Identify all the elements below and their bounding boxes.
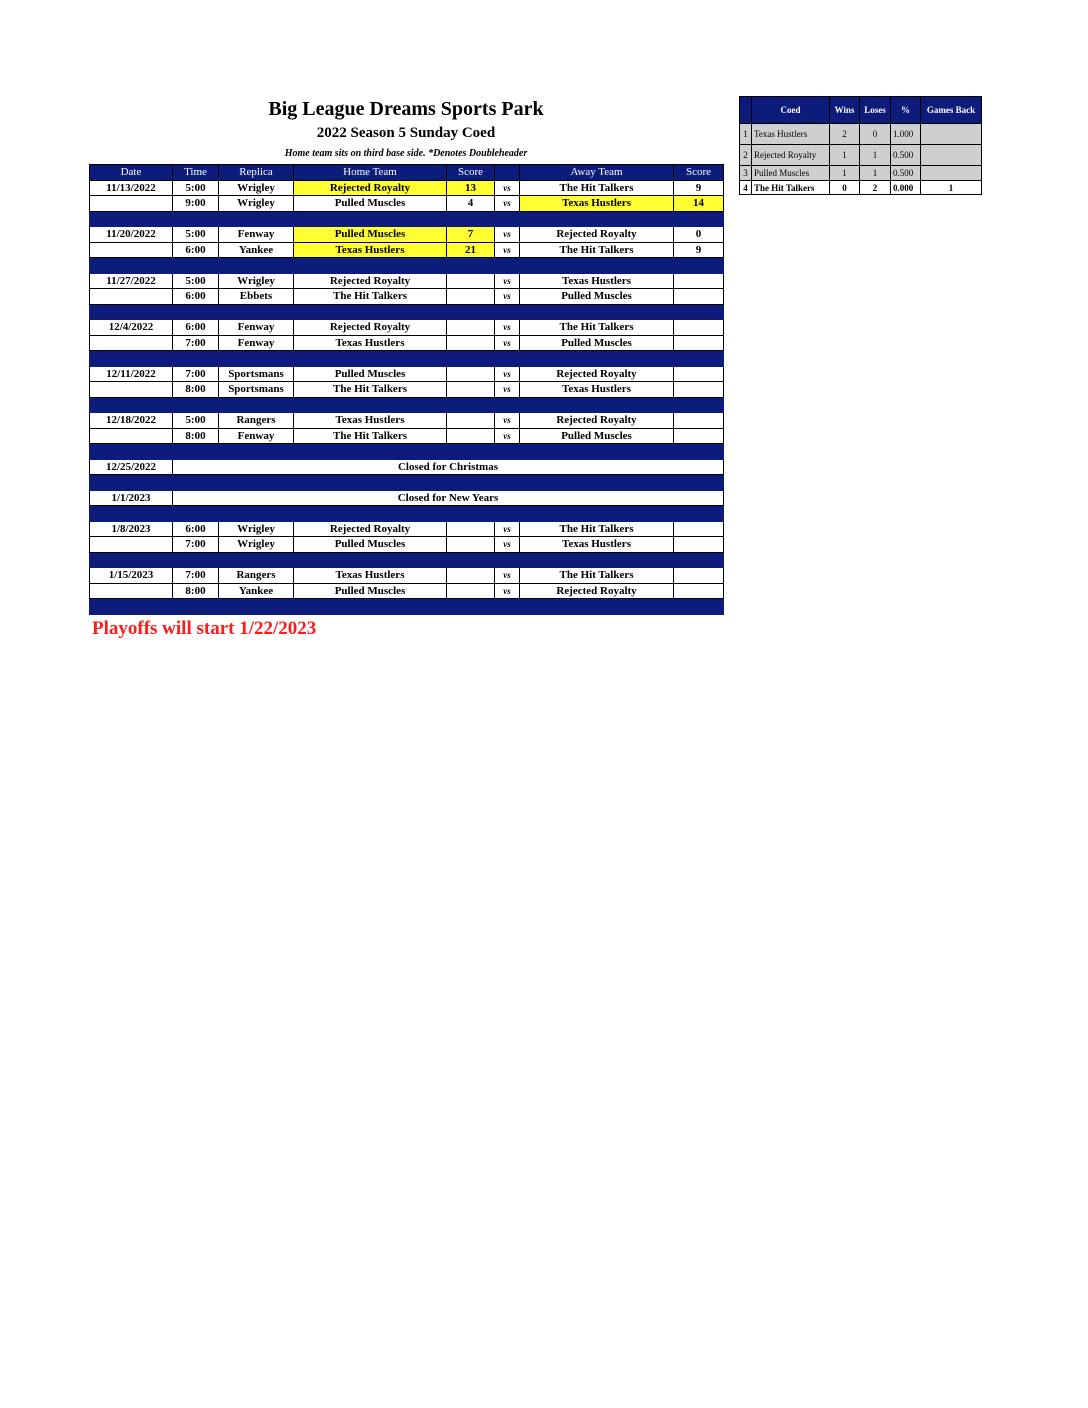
away-team-cell: The Hit Talkers xyxy=(520,568,674,584)
time-cell: 5:00 xyxy=(173,273,219,289)
date-cell xyxy=(90,289,173,305)
game-row xyxy=(90,382,724,398)
date-cell: 1/1/2023 xyxy=(90,490,173,506)
separator-cell xyxy=(90,258,173,274)
separator-row xyxy=(90,304,724,320)
vs-cell: vs xyxy=(495,227,520,243)
game-row xyxy=(90,521,724,537)
standings-rank: 3 xyxy=(740,166,752,181)
standings-team: Pulled Muscles xyxy=(752,166,830,181)
separator-cell xyxy=(520,599,674,615)
vs-cell: vs xyxy=(495,583,520,599)
game-row xyxy=(90,428,724,444)
date-cell: 12/18/2022 xyxy=(90,413,173,429)
separator-cell xyxy=(495,599,520,615)
col-header-away-team: Away Team xyxy=(520,165,674,181)
game-row xyxy=(90,568,724,584)
time-cell: 8:00 xyxy=(173,583,219,599)
separator-cell xyxy=(495,211,520,227)
date-cell: 12/11/2022 xyxy=(90,366,173,382)
home-team-cell: Texas Hustlers xyxy=(294,413,447,429)
home-score-cell xyxy=(447,335,495,351)
away-score-cell xyxy=(674,320,724,336)
separator-cell xyxy=(90,444,173,460)
vs-cell: vs xyxy=(495,273,520,289)
separator-cell xyxy=(294,599,447,615)
away-score-cell: 9 xyxy=(674,242,724,258)
standings-team: Rejected Royalty xyxy=(752,145,830,166)
separator-cell xyxy=(294,475,447,491)
separator-cell xyxy=(219,211,294,227)
home-team-cell: Pulled Muscles xyxy=(294,583,447,599)
separator-cell xyxy=(173,444,219,460)
season-subtitle: 2022 Season 5 Sunday Coed xyxy=(316,125,496,141)
standings-row xyxy=(740,181,982,195)
standings-loses: 1 xyxy=(860,145,891,166)
separator-cell xyxy=(219,444,294,460)
replica-cell: Ebbets xyxy=(219,289,294,305)
replica-cell: Fenway xyxy=(219,320,294,336)
away-score-cell xyxy=(674,335,724,351)
separator-row xyxy=(90,444,724,460)
home-score-cell xyxy=(447,382,495,398)
away-score-cell xyxy=(674,273,724,289)
vs-cell: vs xyxy=(495,413,520,429)
standings-row xyxy=(740,124,982,145)
game-row xyxy=(90,196,724,212)
vs-cell: vs xyxy=(495,335,520,351)
time-cell: 7:00 xyxy=(173,335,219,351)
separator-cell xyxy=(90,304,173,320)
game-row xyxy=(90,537,724,553)
closed-notice: Closed for Christmas xyxy=(173,459,724,475)
separator-cell xyxy=(520,351,674,367)
standings-wins: 1 xyxy=(830,145,860,166)
separator-cell xyxy=(219,351,294,367)
game-row xyxy=(90,583,724,599)
home-score-cell xyxy=(447,583,495,599)
away-team-cell: Texas Hustlers xyxy=(520,273,674,289)
away-score-cell xyxy=(674,413,724,429)
date-cell xyxy=(90,583,173,599)
standings-games-back xyxy=(921,124,982,145)
home-score-cell: 7 xyxy=(447,227,495,243)
separator-cell xyxy=(674,304,724,320)
separator-cell xyxy=(173,506,219,522)
separator-cell xyxy=(520,211,674,227)
time-cell: 7:00 xyxy=(173,366,219,382)
col-header-time: Time xyxy=(173,165,219,181)
away-score-cell xyxy=(674,382,724,398)
home-score-cell: 4 xyxy=(447,196,495,212)
standings-team: The Hit Talkers xyxy=(752,181,830,195)
separator-cell xyxy=(520,258,674,274)
separator-cell xyxy=(447,599,495,615)
home-team-cell: Rejected Royalty xyxy=(294,180,447,196)
home-team-cell: Pulled Muscles xyxy=(294,537,447,553)
game-row xyxy=(90,335,724,351)
date-cell: 12/4/2022 xyxy=(90,320,173,336)
home-team-cell: Rejected Royalty xyxy=(294,320,447,336)
date-cell xyxy=(90,196,173,212)
separator-cell xyxy=(294,304,447,320)
separator-cell xyxy=(674,258,724,274)
vs-cell: vs xyxy=(495,196,520,212)
separator-cell xyxy=(173,258,219,274)
away-team-cell: The Hit Talkers xyxy=(520,521,674,537)
away-team-cell: Texas Hustlers xyxy=(520,196,674,212)
standings-loses: 1 xyxy=(860,166,891,181)
home-team-cell: Rejected Royalty xyxy=(294,521,447,537)
separator-cell xyxy=(447,475,495,491)
separator-cell xyxy=(495,351,520,367)
replica-cell: Rangers xyxy=(219,568,294,584)
home-score-cell xyxy=(447,521,495,537)
replica-cell: Wrigley xyxy=(219,273,294,289)
standings-row xyxy=(740,145,982,166)
home-team-cell: Texas Hustlers xyxy=(294,335,447,351)
col-header-home-score: Score xyxy=(447,165,495,181)
separator-cell xyxy=(520,444,674,460)
separator-cell xyxy=(520,506,674,522)
vs-cell: vs xyxy=(495,289,520,305)
separator-cell xyxy=(90,211,173,227)
home-team-cell: Pulled Muscles xyxy=(294,366,447,382)
away-team-cell: Pulled Muscles xyxy=(520,428,674,444)
col-header-away-score: Score xyxy=(674,165,724,181)
separator-cell xyxy=(294,506,447,522)
away-team-cell: Texas Hustlers xyxy=(520,537,674,553)
col-header-date: Date xyxy=(90,165,173,181)
game-row xyxy=(90,320,724,336)
away-score-cell xyxy=(674,428,724,444)
standings-col-loses: Loses xyxy=(860,97,891,124)
separator-row xyxy=(90,506,724,522)
standings-loses: 0 xyxy=(860,124,891,145)
time-cell: 5:00 xyxy=(173,180,219,196)
time-cell: 8:00 xyxy=(173,428,219,444)
separator-cell xyxy=(90,599,173,615)
home-score-cell xyxy=(447,568,495,584)
home-score-cell xyxy=(447,366,495,382)
standings-pct: 0.500 xyxy=(891,145,921,166)
standings-header-row xyxy=(740,97,982,124)
separator-cell xyxy=(447,552,495,568)
separator-cell xyxy=(520,304,674,320)
separator-cell xyxy=(447,304,495,320)
home-team-note: Home team sits on third base side. *Denotes Doubleheader xyxy=(284,148,528,159)
separator-cell xyxy=(173,211,219,227)
vs-cell: vs xyxy=(495,537,520,553)
vs-cell: vs xyxy=(495,382,520,398)
standings-wins: 2 xyxy=(830,124,860,145)
away-score-cell xyxy=(674,568,724,584)
standings-col-wins: Wins xyxy=(830,97,860,124)
away-score-cell: 0 xyxy=(674,227,724,243)
separator-cell xyxy=(447,351,495,367)
home-score-cell xyxy=(447,428,495,444)
home-team-cell: Rejected Royalty xyxy=(294,273,447,289)
time-cell: 7:00 xyxy=(173,537,219,553)
replica-cell: Wrigley xyxy=(219,196,294,212)
standings-wins: 1 xyxy=(830,166,860,181)
time-cell: 9:00 xyxy=(173,196,219,212)
separator-cell xyxy=(219,258,294,274)
away-score-cell xyxy=(674,583,724,599)
game-row xyxy=(90,273,724,289)
time-cell: 6:00 xyxy=(173,242,219,258)
home-team-cell: The Hit Talkers xyxy=(294,382,447,398)
home-team-cell: Pulled Muscles xyxy=(294,196,447,212)
time-cell: 7:00 xyxy=(173,568,219,584)
home-score-cell xyxy=(447,537,495,553)
standings-games-back: 1 xyxy=(921,181,982,195)
separator-cell xyxy=(219,552,294,568)
standings-row xyxy=(740,166,982,181)
date-cell: 1/15/2023 xyxy=(90,568,173,584)
standings-rank: 2 xyxy=(740,145,752,166)
standings-col-rank xyxy=(740,97,752,124)
time-cell: 6:00 xyxy=(173,320,219,336)
standings-games-back xyxy=(921,145,982,166)
vs-cell: vs xyxy=(495,320,520,336)
replica-cell: Wrigley xyxy=(219,537,294,553)
home-score-cell: 21 xyxy=(447,242,495,258)
home-score-cell xyxy=(447,273,495,289)
separator-cell xyxy=(495,304,520,320)
standings-team: Texas Hustlers xyxy=(752,124,830,145)
standings-col-pct: % xyxy=(891,97,921,124)
separator-cell xyxy=(495,475,520,491)
separator-cell xyxy=(447,444,495,460)
replica-cell: Yankee xyxy=(219,583,294,599)
home-team-cell: Texas Hustlers xyxy=(294,242,447,258)
standings-rank: 4 xyxy=(740,181,752,195)
away-score-cell xyxy=(674,537,724,553)
away-score-cell xyxy=(674,366,724,382)
standings-col-coed: Coed xyxy=(752,97,830,124)
separator-cell xyxy=(674,444,724,460)
game-row xyxy=(90,227,724,243)
separator-row xyxy=(90,397,724,413)
replica-cell: Fenway xyxy=(219,428,294,444)
separator-row xyxy=(90,211,724,227)
separator-cell xyxy=(674,351,724,367)
separator-cell xyxy=(173,397,219,413)
closed-row xyxy=(90,459,724,475)
game-row xyxy=(90,180,724,196)
away-team-cell: Texas Hustlers xyxy=(520,382,674,398)
separator-cell xyxy=(447,506,495,522)
separator-cell xyxy=(173,599,219,615)
separator-cell xyxy=(219,304,294,320)
replica-cell: Sportsmans xyxy=(219,382,294,398)
separator-row xyxy=(90,599,724,615)
date-cell xyxy=(90,382,173,398)
away-team-cell: The Hit Talkers xyxy=(520,242,674,258)
separator-cell xyxy=(674,211,724,227)
separator-cell xyxy=(173,475,219,491)
schedule-header-row xyxy=(90,165,724,181)
separator-cell xyxy=(90,552,173,568)
separator-cell xyxy=(447,211,495,227)
date-cell: 11/20/2022 xyxy=(90,227,173,243)
vs-cell: vs xyxy=(495,568,520,584)
separator-cell xyxy=(294,258,447,274)
separator-cell xyxy=(294,211,447,227)
separator-cell xyxy=(520,397,674,413)
separator-cell xyxy=(495,506,520,522)
away-team-cell: Rejected Royalty xyxy=(520,366,674,382)
away-team-cell: Pulled Muscles xyxy=(520,289,674,305)
closed-row xyxy=(90,490,724,506)
separator-cell xyxy=(495,397,520,413)
date-cell xyxy=(90,428,173,444)
separator-cell xyxy=(294,552,447,568)
away-score-cell xyxy=(674,289,724,305)
separator-cell xyxy=(674,506,724,522)
separator-cell xyxy=(520,552,674,568)
home-score-cell: 13 xyxy=(447,180,495,196)
playoffs-notice: Playoffs will start 1/22/2023 xyxy=(92,618,317,639)
standings-col-games-back: Games Back xyxy=(921,97,982,124)
time-cell: 5:00 xyxy=(173,227,219,243)
col-header-replica: Replica xyxy=(219,165,294,181)
separator-cell xyxy=(674,397,724,413)
separator-row xyxy=(90,475,724,491)
separator-cell xyxy=(674,475,724,491)
separator-cell xyxy=(219,506,294,522)
vs-cell: vs xyxy=(495,242,520,258)
date-cell: 1/8/2023 xyxy=(90,521,173,537)
vs-cell: vs xyxy=(495,428,520,444)
standings-pct: 0.500 xyxy=(891,166,921,181)
standings-loses: 2 xyxy=(860,181,891,195)
date-cell: 12/25/2022 xyxy=(90,459,173,475)
schedule-body xyxy=(90,180,724,614)
away-team-cell: Rejected Royalty xyxy=(520,583,674,599)
vs-cell: vs xyxy=(495,180,520,196)
time-cell: 6:00 xyxy=(173,289,219,305)
standings-wins: 0 xyxy=(830,181,860,195)
away-team-cell: The Hit Talkers xyxy=(520,180,674,196)
col-header-home-team: Home Team xyxy=(294,165,447,181)
standings-pct: 1.000 xyxy=(891,124,921,145)
page-title: Big League Dreams Sports Park xyxy=(268,98,544,120)
date-cell xyxy=(90,537,173,553)
away-team-cell: Pulled Muscles xyxy=(520,335,674,351)
separator-cell xyxy=(173,552,219,568)
standings-games-back xyxy=(921,166,982,181)
separator-cell xyxy=(219,397,294,413)
separator-row xyxy=(90,351,724,367)
closed-notice: Closed for New Years xyxy=(173,490,724,506)
home-team-cell: The Hit Talkers xyxy=(294,289,447,305)
game-row xyxy=(90,289,724,305)
separator-cell xyxy=(674,552,724,568)
away-score-cell xyxy=(674,521,724,537)
separator-cell xyxy=(219,599,294,615)
separator-cell xyxy=(447,397,495,413)
standings-pct: 0.000 xyxy=(891,181,921,195)
separator-cell xyxy=(294,397,447,413)
game-row xyxy=(90,366,724,382)
separator-cell xyxy=(294,444,447,460)
replica-cell: Sportsmans xyxy=(219,366,294,382)
game-row xyxy=(90,242,724,258)
date-cell: 11/13/2022 xyxy=(90,180,173,196)
game-row xyxy=(90,413,724,429)
separator-cell xyxy=(219,475,294,491)
schedule-table xyxy=(89,164,724,615)
replica-cell: Fenway xyxy=(219,335,294,351)
home-score-cell xyxy=(447,320,495,336)
separator-cell xyxy=(90,397,173,413)
separator-cell xyxy=(674,599,724,615)
home-score-cell xyxy=(447,413,495,429)
away-score-cell: 14 xyxy=(674,196,724,212)
separator-row xyxy=(90,552,724,568)
separator-cell xyxy=(495,552,520,568)
separator-cell xyxy=(520,475,674,491)
time-cell: 6:00 xyxy=(173,521,219,537)
home-team-cell: The Hit Talkers xyxy=(294,428,447,444)
separator-cell xyxy=(294,351,447,367)
separator-cell xyxy=(90,351,173,367)
home-score-cell xyxy=(447,289,495,305)
separator-cell xyxy=(495,258,520,274)
home-team-cell: Texas Hustlers xyxy=(294,568,447,584)
replica-cell: Wrigley xyxy=(219,180,294,196)
vs-cell: vs xyxy=(495,521,520,537)
date-cell xyxy=(90,242,173,258)
standings-rank: 1 xyxy=(740,124,752,145)
separator-cell xyxy=(90,506,173,522)
separator-row xyxy=(90,258,724,274)
date-cell: 11/27/2022 xyxy=(90,273,173,289)
replica-cell: Wrigley xyxy=(219,521,294,537)
standings-table xyxy=(739,96,982,195)
date-cell xyxy=(90,335,173,351)
separator-cell xyxy=(173,304,219,320)
away-team-cell: Rejected Royalty xyxy=(520,227,674,243)
replica-cell: Rangers xyxy=(219,413,294,429)
replica-cell: Fenway xyxy=(219,227,294,243)
separator-cell xyxy=(173,351,219,367)
away-team-cell: The Hit Talkers xyxy=(520,320,674,336)
time-cell: 8:00 xyxy=(173,382,219,398)
replica-cell: Yankee xyxy=(219,242,294,258)
separator-cell xyxy=(90,475,173,491)
time-cell: 5:00 xyxy=(173,413,219,429)
home-team-cell: Pulled Muscles xyxy=(294,227,447,243)
separator-cell xyxy=(495,444,520,460)
away-team-cell: Rejected Royalty xyxy=(520,413,674,429)
vs-cell: vs xyxy=(495,366,520,382)
away-score-cell: 9 xyxy=(674,180,724,196)
separator-cell xyxy=(447,258,495,274)
col-header-vs xyxy=(495,165,520,181)
